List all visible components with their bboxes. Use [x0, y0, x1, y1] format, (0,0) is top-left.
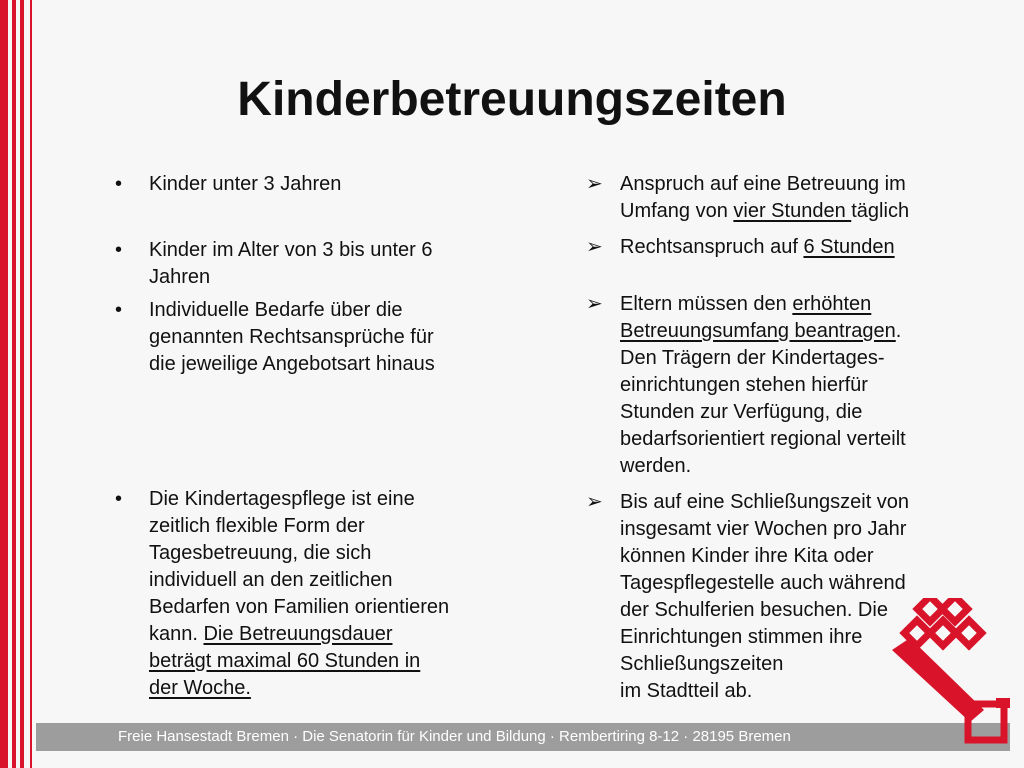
footer-text: Freie Hansestadt Bremen · Die Senatorin für Kinder und Bildung · Rembertiring 8-12 · 28195 Bremen [118, 728, 791, 745]
list-item: ➢ Eltern müssen den erhöhten Betreuungsumfang beantragen. Den Trägern der Kindertages- einrichtungen stehen hierfür Stunden zur Verfügung, die bedarfsorientiert regional verteilt werden. [586, 293, 906, 477]
list-item: • Kinder unter 3 Jahren [149, 171, 509, 198]
list-item: • Individuelle Bedarfe über die genannten Rechtsansprüche für die jeweilige Angebotsart hinaus [115, 299, 435, 375]
list-item: ➢ Bis auf eine Schließungszeit von insgesamt vier Wochen pro Jahr können Kinder ihre Kita oder Tagespflegestelle auch während der Schulferien besuchen. Die Einrichtungen stimmen ihre Schließungszeiten im Stadtteil ab. [586, 491, 910, 702]
bullet-icon: • [115, 173, 123, 195]
bullet-icon: • [115, 488, 123, 510]
arrow-bullet-icon: ➢ [586, 236, 603, 258]
bremen-key-logo-icon [888, 598, 1018, 748]
slide-title: Kinderbetreuungszeiten [237, 73, 787, 126]
arrow-bullet-icon: ➢ [586, 173, 603, 195]
list-item: • Kinder im Alter von 3 bis unter 6 Jahren [115, 239, 433, 288]
list-item: • Die Kindertagespflege ist eine zeitlich flexible Form der Tagesbetreuung, die sich individuell an den zeitlichen Bedarfen von Familien orientieren kann. Die Betreuungsdauer beträgt maximal 60 Stunden in der Woche. [115, 488, 450, 699]
bullet-icon: • [115, 239, 123, 261]
footer-bar [36, 723, 1010, 751]
bullet-icon: • [115, 299, 123, 321]
list-item: ➢ Rechtsanspruch auf 6 Stunden [620, 234, 980, 261]
arrow-bullet-icon: ➢ [586, 491, 603, 513]
arrow-bullet-icon: ➢ [586, 293, 603, 315]
list-item: ➢ Anspruch auf eine Betreuung im Umfang von vier Stunden täglich [586, 173, 910, 222]
